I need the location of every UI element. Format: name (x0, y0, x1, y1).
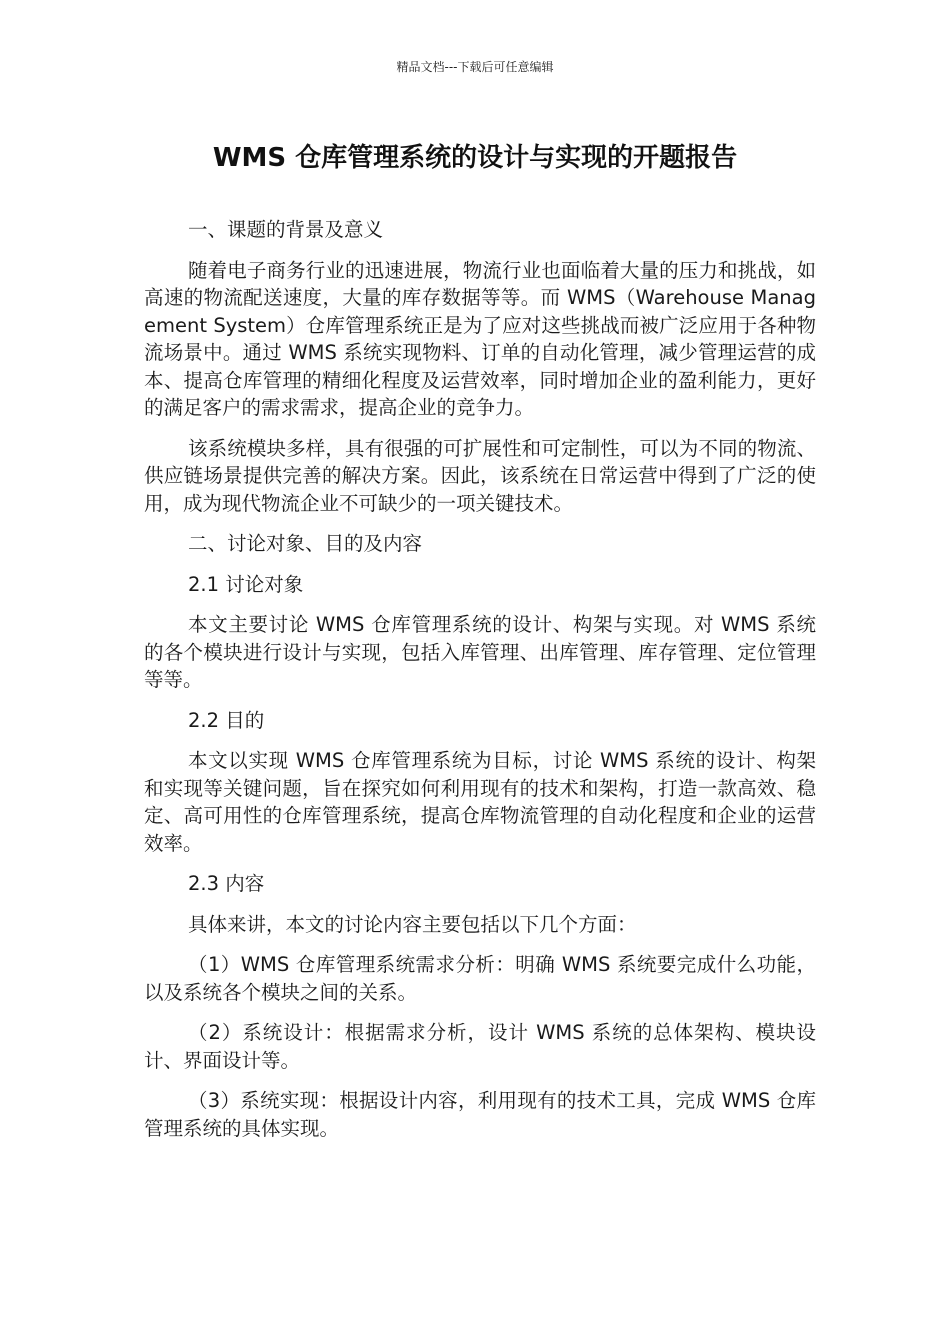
subsection-heading-objects: 2.1 讨论对象 (188, 572, 304, 596)
subsection-heading-purpose: 2.2 目的 (188, 708, 265, 732)
document-title: WMS 仓库管理系统的设计与实现的开题报告 (212, 143, 738, 173)
list-item: （3）系统实现：根据设计内容，利用现有的技术工具，完成 WMS 仓库管理系统的具体实现。 (144, 1089, 816, 1140)
list-item: （1）WMS 仓库管理系统需求分析：明确 WMS 系统要完成什么功能，以及系统各个模块之间的关系。 (144, 953, 816, 1004)
paragraph-background: 随着电子商务行业的迅速进展，物流行业也面临着大量的压力和挑战，如高速的物流配送速度，大量的库存数据等等。而 WMS（Warehouse Management System）仓库管理系统正是为了应对这些挑战而被广泛应用于各种物流场景中。通过 WMS 系统实现物料、订单的自动化管理，减少管理运营的成本、提高仓库管理的精细化程度及运营效率，同时增加企业的盈利能力，更好的满足客户的需求需求，提高企业的竞争力。 (144, 258, 816, 419)
list-item: （2）系统设计：根据需求分析，设计 WMS 系统的总体架构、模块设计、界面设计等。 (144, 1021, 816, 1072)
paragraph-content-intro: 具体来讲，本文的讨论内容主要包括以下几个方面： (188, 912, 637, 936)
paragraph-objects: 本文主要讨论 WMS 仓库管理系统的设计、构架与实现。对 WMS 系统的各个模块进行设计与实现，包括入库管理、出库管理、库存管理、定位管理等等。 (144, 613, 816, 691)
paragraph-purpose: 本文以实现 WMS 仓库管理系统为目标，讨论 WMS 系统的设计、构架和实现等关键问题，旨在探究如何利用现有的技术和架构，打造一款高效、稳定、高可用性的仓库管理系统，提高仓库物流管理的自动化程度和企业的运营效率。 (144, 749, 816, 855)
paragraph-system-modules: 该系统模块多样，具有很强的可扩展性和可定制性，可以为不同的物流、供应链场景提供完善的解决方案。因此，该系统在日常运营中得到了广泛的使用，成为现代物流企业不可缺少的一项关键技术。 (144, 436, 816, 515)
page-header: 精品文档---下载后可任意编辑 (396, 60, 554, 74)
document-body (144, 216, 816, 1155)
section-heading-background: 一、课题的背景及意义 (188, 218, 384, 241)
section-heading-objects: 二、讨论对象、目的及内容 (188, 532, 423, 555)
subsection-heading-content: 2.3 内容 (188, 872, 265, 895)
